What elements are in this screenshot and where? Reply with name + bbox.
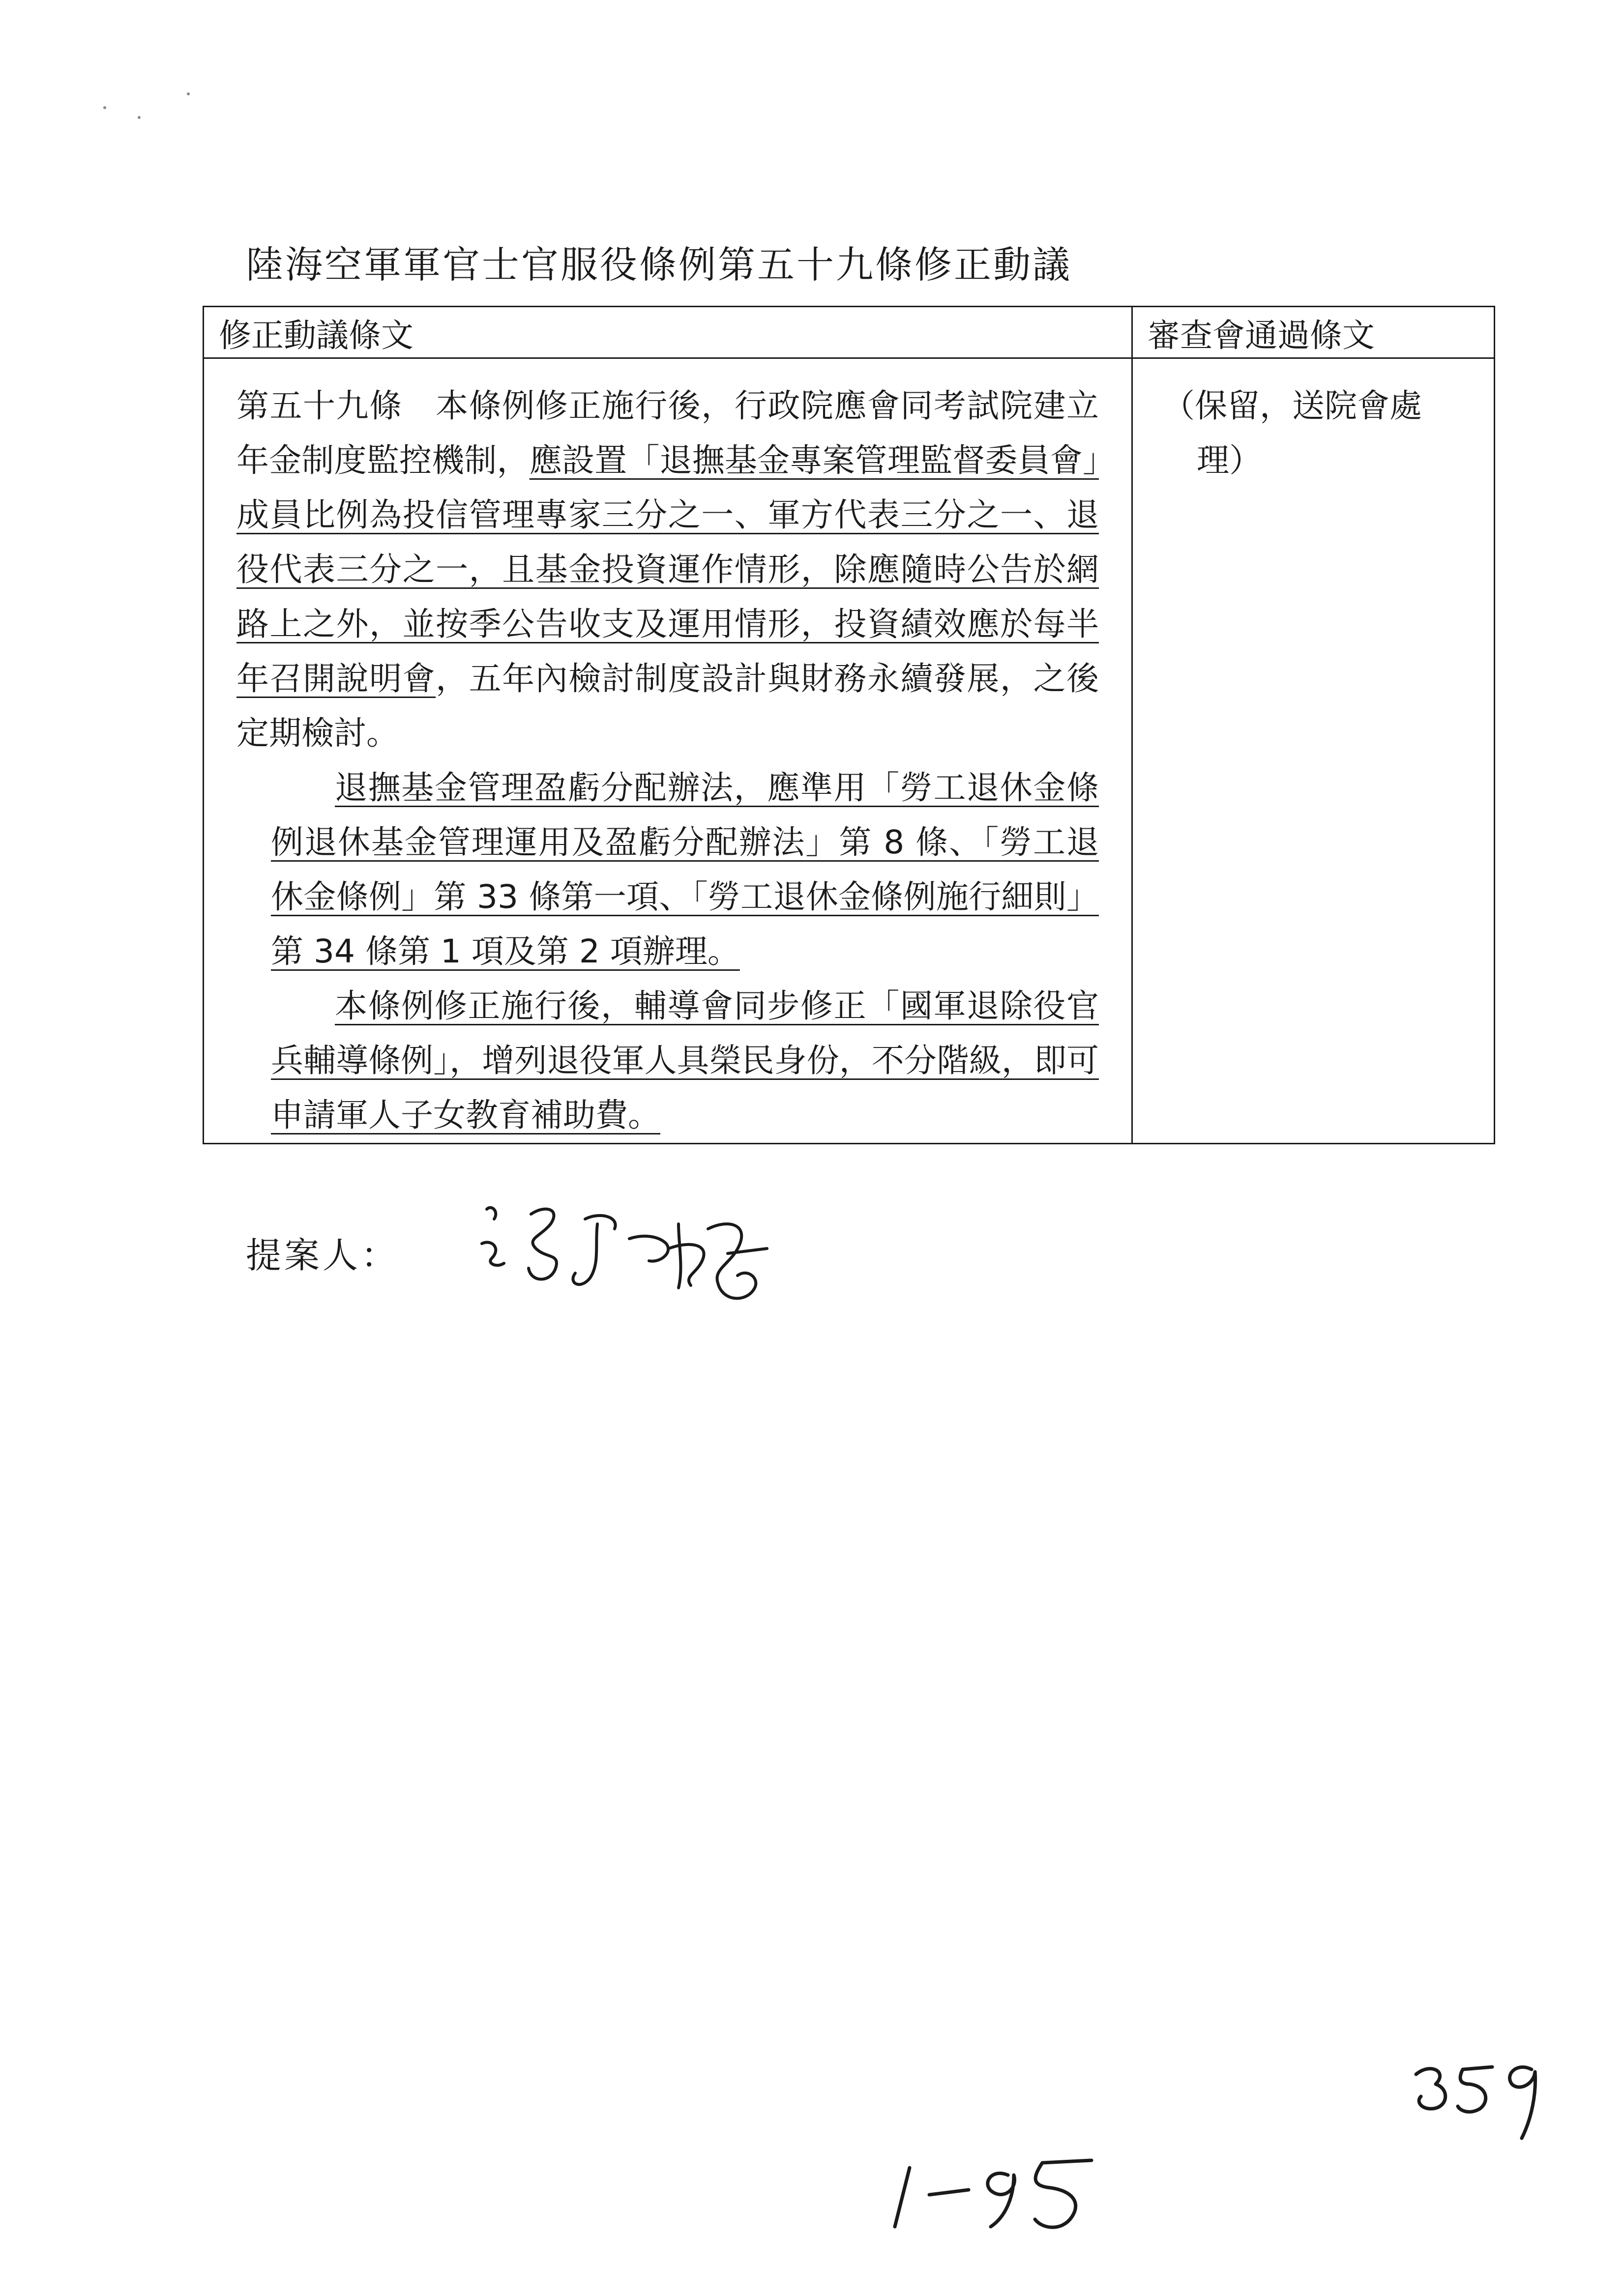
amendment-table (203, 306, 1495, 1144)
handwritten-page-number (1406, 2055, 1554, 2143)
scan-speck (138, 116, 141, 119)
proposer-label: 提案人： (246, 1235, 400, 1276)
article-text-tail: ，五年內檢討制度設計與財務永續發展，之後定期檢討。 (236, 660, 1099, 752)
scan-speck (187, 92, 190, 95)
article-paragraph-2 (236, 760, 1099, 979)
approved-text-line-1: （保留，送院會處 (1162, 387, 1422, 425)
article-paragraph-3 (236, 979, 1099, 1142)
column-header-proposed-text: 修正動議條文 (204, 307, 1132, 358)
article-text-plain: 本條例修正施行後，行政院應會同考試院建立年金制度監控機制， (236, 387, 1099, 479)
approved-text-line-2: 理） (1197, 441, 1262, 479)
approved-text-cell (1132, 358, 1495, 1144)
handwritten-signature (472, 1190, 816, 1317)
column-header-approved-text: 審查會通過條文 (1132, 307, 1495, 358)
scan-speck (103, 106, 106, 109)
proposed-text-cell (204, 358, 1132, 1144)
document-title: 陸海空軍軍官士官服役條例第五十九條修正動議 (246, 243, 1072, 287)
article-paragraph-2-text: 退撫基金管理盈虧分配辦法，應準用「勞工退休金條例退休基金管理運用及盈虧分配辦法」第 8 條、「勞工退休金條例」第 33 條第一項、「勞工退休金條例施行細則」第 34 條第 1 項及第 2 項辦理。 (271, 769, 1099, 970)
article-paragraph-1 (236, 378, 1099, 760)
article-paragraph-3-text: 本條例修正施行後，輔導會同步修正「國軍退除役官兵輔導條例」，增列退役軍人具榮民身份，不分階級，即可申請軍人子女教育補助費。 (271, 987, 1099, 1134)
handwritten-page-code (885, 2148, 1111, 2237)
article-number: 第五十九條 (236, 387, 403, 425)
article-text-underlined: 應設置「退撫基金專案管理監督委員會」成員比例為投信管理專家三分之一、軍方代表三分之一、退役代表三分之一，且基金投資運作情形，除應隨時公告於網路上之外，並按季公告收支及運用情形，投資績效應於每半年召開說明會 (236, 441, 1099, 698)
